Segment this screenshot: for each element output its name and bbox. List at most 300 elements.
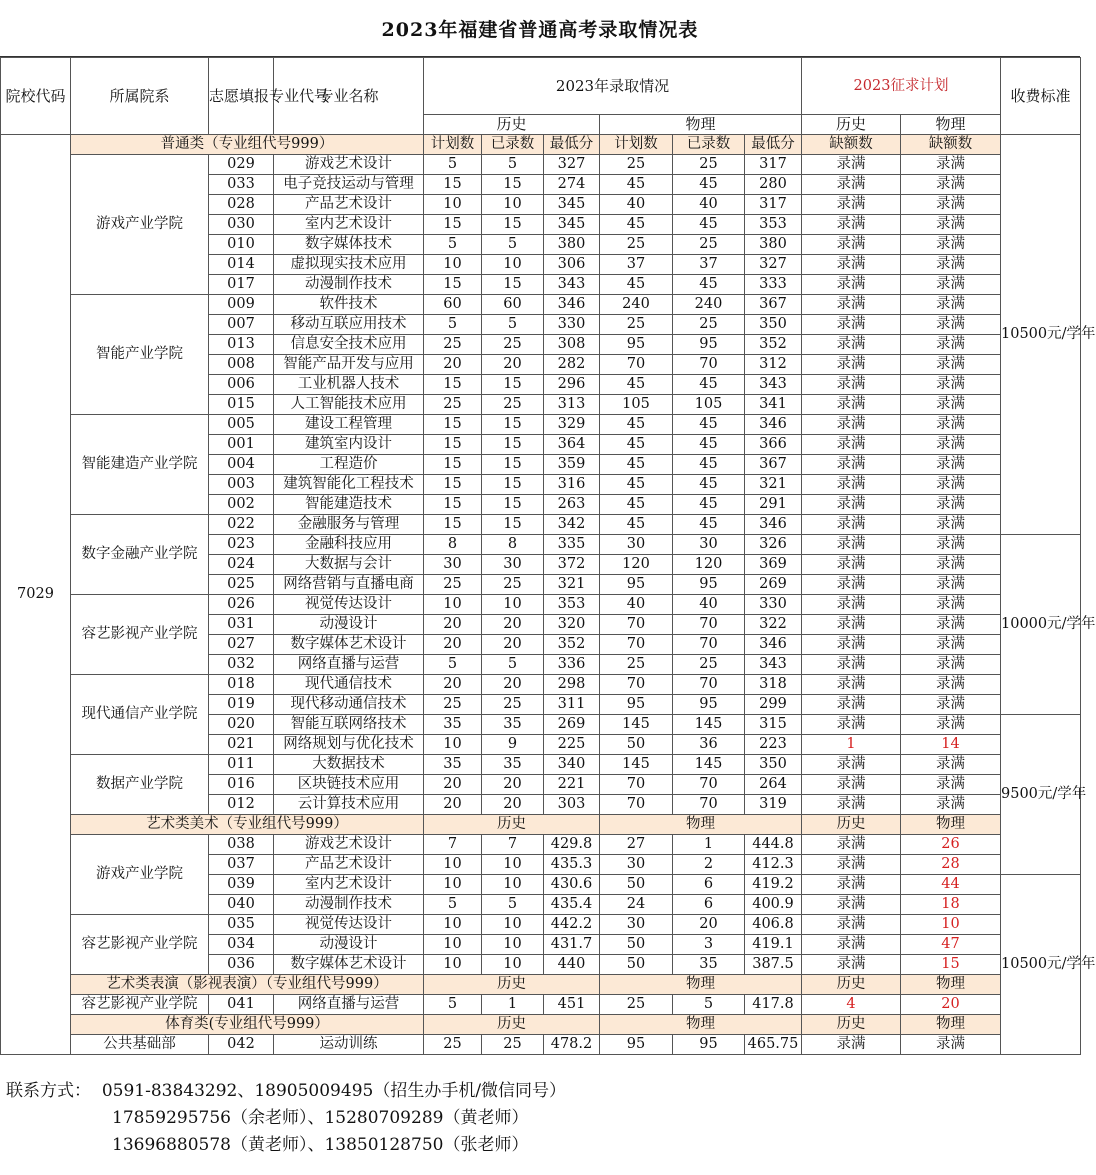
major-name: 智能互联网络技术 xyxy=(274,715,424,735)
major-name: 工业机器人技术 xyxy=(274,375,424,395)
history-plan: 15 xyxy=(424,215,482,235)
major-name: 室内艺术设计 xyxy=(274,875,424,895)
history-admitted: 5 xyxy=(482,315,544,335)
physics-plan: 70 xyxy=(600,795,673,815)
physics-plan: 25 xyxy=(600,995,673,1015)
major-name: 区块链技术应用 xyxy=(274,775,424,795)
solicit-physics: 录满 xyxy=(901,555,1001,575)
major-code: 007 xyxy=(209,315,274,335)
solicit-physics: 录满 xyxy=(901,395,1001,415)
physics-min: 444.8 xyxy=(745,835,802,855)
history-plan: 25 xyxy=(424,395,482,415)
physics-plan: 45 xyxy=(600,175,673,195)
major-name: 智能产品开发与应用 xyxy=(274,355,424,375)
physics-plan: 70 xyxy=(600,355,673,375)
physics-plan: 27 xyxy=(600,835,673,855)
department-cell: 容艺影视产业学院 xyxy=(71,995,209,1015)
physics-min: 280 xyxy=(745,175,802,195)
history-min: 316 xyxy=(544,475,600,495)
history-plan: 5 xyxy=(424,235,482,255)
major-name: 金融服务与管理 xyxy=(274,515,424,535)
history-plan: 8 xyxy=(424,535,482,555)
physics-plan: 50 xyxy=(600,955,673,975)
history-admitted: 15 xyxy=(482,475,544,495)
subheader-h3: 最低分 xyxy=(544,135,600,155)
physics-min: 223 xyxy=(745,735,802,755)
history-admitted: 1 xyxy=(482,995,544,1015)
solicit-history: 录满 xyxy=(802,375,901,395)
major-code: 022 xyxy=(209,515,274,535)
major-name: 动漫制作技术 xyxy=(274,275,424,295)
physics-plan: 95 xyxy=(600,575,673,595)
major-name: 视觉传达设计 xyxy=(274,595,424,615)
department-cell: 公共基础部 xyxy=(71,1035,209,1055)
solicit-history: 录满 xyxy=(802,555,901,575)
solicit-physics: 录满 xyxy=(901,715,1001,735)
physics-admitted: 36 xyxy=(673,735,745,755)
header-major-code: 志愿填报专业代号 xyxy=(209,58,274,135)
header-solicit: 2023征求计划 xyxy=(802,58,1001,115)
history-plan: 15 xyxy=(424,375,482,395)
major-code: 008 xyxy=(209,355,274,375)
solicit-physics: 26 xyxy=(901,835,1001,855)
subheader-s2: 缺额数 xyxy=(901,135,1001,155)
history-min: 336 xyxy=(544,655,600,675)
solicit-history: 录满 xyxy=(802,235,901,255)
history-admitted: 15 xyxy=(482,515,544,535)
history-min: 306 xyxy=(544,255,600,275)
major-name: 金融科技应用 xyxy=(274,535,424,555)
history-admitted: 25 xyxy=(482,575,544,595)
group-label: 普通类（专业组代号999） xyxy=(71,135,424,155)
physics-admitted: 37 xyxy=(673,255,745,275)
history-min: 359 xyxy=(544,455,600,475)
major-name: 软件技术 xyxy=(274,295,424,315)
subheader-history: 历史 xyxy=(424,975,600,995)
major-code: 023 xyxy=(209,535,274,555)
history-min: 352 xyxy=(544,635,600,655)
major-code: 016 xyxy=(209,775,274,795)
solicit-history: 录满 xyxy=(802,395,901,415)
group-header-row xyxy=(1,135,1081,155)
solicit-history: 录满 xyxy=(802,355,901,375)
history-min: 330 xyxy=(544,315,600,335)
table-row xyxy=(1,755,1081,775)
solicit-physics: 录满 xyxy=(901,335,1001,355)
physics-admitted: 120 xyxy=(673,555,745,575)
history-min: 282 xyxy=(544,355,600,375)
solicit-history: 录满 xyxy=(802,655,901,675)
major-name: 数字媒体技术 xyxy=(274,235,424,255)
department-cell: 智能产业学院 xyxy=(71,295,209,415)
table-row xyxy=(1,295,1081,315)
solicit-physics: 录满 xyxy=(901,495,1001,515)
history-min: 342 xyxy=(544,515,600,535)
history-plan: 35 xyxy=(424,755,482,775)
physics-min: 419.2 xyxy=(745,875,802,895)
physics-min: 333 xyxy=(745,275,802,295)
history-plan: 10 xyxy=(424,255,482,275)
solicit-history: 录满 xyxy=(802,415,901,435)
history-admitted: 15 xyxy=(482,215,544,235)
solicit-history: 录满 xyxy=(802,595,901,615)
solicit-physics: 47 xyxy=(901,935,1001,955)
physics-plan: 70 xyxy=(600,675,673,695)
history-min: 430.6 xyxy=(544,875,600,895)
solicit-physics: 录满 xyxy=(901,195,1001,215)
physics-min: 465.75 xyxy=(745,1035,802,1055)
solicit-history: 录满 xyxy=(802,315,901,335)
physics-min: 419.1 xyxy=(745,935,802,955)
physics-admitted: 145 xyxy=(673,755,745,775)
physics-plan: 105 xyxy=(600,395,673,415)
physics-min: 317 xyxy=(745,155,802,175)
history-admitted: 5 xyxy=(482,235,544,255)
history-plan: 10 xyxy=(424,195,482,215)
major-name: 数字媒体艺术设计 xyxy=(274,635,424,655)
solicit-physics: 录满 xyxy=(901,295,1001,315)
history-min: 429.8 xyxy=(544,835,600,855)
physics-admitted: 25 xyxy=(673,655,745,675)
major-name: 游戏艺术设计 xyxy=(274,835,424,855)
major-code: 012 xyxy=(209,795,274,815)
header-solicit-history: 历史 xyxy=(802,115,901,135)
history-plan: 15 xyxy=(424,455,482,475)
major-code: 009 xyxy=(209,295,274,315)
solicit-history: 录满 xyxy=(802,455,901,475)
subheader-history: 历史 xyxy=(424,815,600,835)
physics-plan: 95 xyxy=(600,335,673,355)
physics-min: 343 xyxy=(745,655,802,675)
physics-min: 406.8 xyxy=(745,915,802,935)
table-row xyxy=(1,595,1081,615)
physics-plan: 45 xyxy=(600,375,673,395)
history-plan: 15 xyxy=(424,275,482,295)
history-plan: 20 xyxy=(424,675,482,695)
physics-min: 346 xyxy=(745,415,802,435)
major-code: 011 xyxy=(209,755,274,775)
physics-admitted: 95 xyxy=(673,695,745,715)
physics-admitted: 25 xyxy=(673,315,745,335)
page-title: 2023年福建省普通高考录取情况表 xyxy=(0,0,1080,57)
department-cell: 智能建造产业学院 xyxy=(71,415,209,515)
history-plan: 20 xyxy=(424,795,482,815)
physics-plan: 25 xyxy=(600,315,673,335)
physics-admitted: 25 xyxy=(673,235,745,255)
contact-info xyxy=(6,1078,566,1159)
major-code: 041 xyxy=(209,995,274,1015)
solicit-history: 录满 xyxy=(802,1035,901,1055)
major-name: 视觉传达设计 xyxy=(274,915,424,935)
subheader-h2: 已录数 xyxy=(482,135,544,155)
history-min: 311 xyxy=(544,695,600,715)
physics-plan: 145 xyxy=(600,755,673,775)
physics-admitted: 105 xyxy=(673,395,745,415)
major-code: 029 xyxy=(209,155,274,175)
subheader-solicit-history: 历史 xyxy=(802,1015,901,1035)
physics-admitted: 45 xyxy=(673,175,745,195)
physics-admitted: 145 xyxy=(673,715,745,735)
department-cell: 容艺影视产业学院 xyxy=(71,915,209,975)
history-min: 340 xyxy=(544,755,600,775)
major-code: 013 xyxy=(209,335,274,355)
physics-plan: 145 xyxy=(600,715,673,735)
physics-admitted: 3 xyxy=(673,935,745,955)
admission-table xyxy=(0,57,1096,1055)
history-min: 343 xyxy=(544,275,600,295)
history-admitted: 15 xyxy=(482,455,544,475)
solicit-history: 录满 xyxy=(802,935,901,955)
physics-admitted: 35 xyxy=(673,955,745,975)
physics-plan: 25 xyxy=(600,235,673,255)
solicit-physics: 录满 xyxy=(901,515,1001,535)
history-min: 372 xyxy=(544,555,600,575)
physics-plan: 45 xyxy=(600,515,673,535)
physics-min: 317 xyxy=(745,195,802,215)
header-school-code: 院校代码 xyxy=(1,58,71,135)
major-name: 网络规划与优化技术 xyxy=(274,735,424,755)
history-plan: 7 xyxy=(424,835,482,855)
major-code: 006 xyxy=(209,375,274,395)
solicit-physics: 录满 xyxy=(901,795,1001,815)
history-min: 364 xyxy=(544,435,600,455)
history-min: 320 xyxy=(544,615,600,635)
physics-min: 291 xyxy=(745,495,802,515)
header-major-name: 专业名称 xyxy=(274,58,424,135)
history-admitted: 5 xyxy=(482,155,544,175)
solicit-physics: 录满 xyxy=(901,695,1001,715)
solicit-physics: 录满 xyxy=(901,155,1001,175)
physics-min: 312 xyxy=(745,355,802,375)
history-admitted: 10 xyxy=(482,935,544,955)
physics-min: 350 xyxy=(745,315,802,335)
history-plan: 60 xyxy=(424,295,482,315)
history-admitted: 15 xyxy=(482,435,544,455)
group-label: 艺术类表演（影视表演）（专业组代号999） xyxy=(71,975,424,995)
solicit-history: 录满 xyxy=(802,195,901,215)
physics-admitted: 40 xyxy=(673,195,745,215)
history-plan: 5 xyxy=(424,895,482,915)
table-row xyxy=(1,515,1081,535)
history-admitted: 10 xyxy=(482,875,544,895)
physics-min: 327 xyxy=(745,255,802,275)
school-code-cell: 7029 xyxy=(1,135,71,1055)
solicit-physics: 录满 xyxy=(901,595,1001,615)
history-admitted: 15 xyxy=(482,275,544,295)
major-name: 云计算技术应用 xyxy=(274,795,424,815)
major-code: 019 xyxy=(209,695,274,715)
physics-min: 412.3 xyxy=(745,855,802,875)
physics-plan: 45 xyxy=(600,495,673,515)
group-header-row xyxy=(1,975,1081,995)
major-name: 建筑室内设计 xyxy=(274,435,424,455)
physics-min: 367 xyxy=(745,455,802,475)
history-admitted: 25 xyxy=(482,1035,544,1055)
solicit-history: 录满 xyxy=(802,615,901,635)
header-solicit-physics: 物理 xyxy=(901,115,1001,135)
physics-min: 346 xyxy=(745,515,802,535)
major-code: 034 xyxy=(209,935,274,955)
major-code: 025 xyxy=(209,575,274,595)
solicit-physics: 18 xyxy=(901,895,1001,915)
history-admitted: 10 xyxy=(482,195,544,215)
solicit-physics: 录满 xyxy=(901,1035,1001,1055)
physics-admitted: 95 xyxy=(673,335,745,355)
fee-cell: 10500元/学年 xyxy=(1001,135,1081,535)
physics-min: 319 xyxy=(745,795,802,815)
solicit-history: 录满 xyxy=(802,275,901,295)
solicit-physics: 录满 xyxy=(901,655,1001,675)
solicit-history: 录满 xyxy=(802,535,901,555)
group-label: 艺术类美术（专业组代号999） xyxy=(71,815,424,835)
history-admitted: 8 xyxy=(482,535,544,555)
history-admitted: 10 xyxy=(482,915,544,935)
physics-plan: 45 xyxy=(600,455,673,475)
department-cell: 容艺影视产业学院 xyxy=(71,595,209,675)
major-name: 网络直播与运营 xyxy=(274,655,424,675)
table-row xyxy=(1,415,1081,435)
history-min: 442.2 xyxy=(544,915,600,935)
solicit-history: 录满 xyxy=(802,335,901,355)
physics-plan: 30 xyxy=(600,915,673,935)
history-plan: 10 xyxy=(424,875,482,895)
major-code: 035 xyxy=(209,915,274,935)
history-min: 313 xyxy=(544,395,600,415)
solicit-history: 录满 xyxy=(802,515,901,535)
major-code: 026 xyxy=(209,595,274,615)
history-min: 346 xyxy=(544,295,600,315)
history-plan: 20 xyxy=(424,775,482,795)
fee-cell: 10000元/学年 xyxy=(1001,535,1081,715)
contact-line-3: 13696880578（黄老师）、13850128750（张老师） xyxy=(112,1135,529,1155)
history-plan: 10 xyxy=(424,855,482,875)
physics-min: 380 xyxy=(745,235,802,255)
physics-plan: 50 xyxy=(600,935,673,955)
major-code: 010 xyxy=(209,235,274,255)
table-row xyxy=(1,995,1081,1015)
history-min: 303 xyxy=(544,795,600,815)
group-label: 体育类(专业组代号999） xyxy=(71,1015,424,1035)
major-name: 现代移动通信技术 xyxy=(274,695,424,715)
major-name: 数字媒体艺术设计 xyxy=(274,955,424,975)
history-plan: 25 xyxy=(424,695,482,715)
history-min: 327 xyxy=(544,155,600,175)
history-plan: 15 xyxy=(424,435,482,455)
contact-line-1: 0591-83843292、18905009495（招生办手机/微信同号） xyxy=(101,1081,567,1101)
physics-admitted: 70 xyxy=(673,355,745,375)
history-min: 435.3 xyxy=(544,855,600,875)
physics-plan: 50 xyxy=(600,875,673,895)
physics-admitted: 45 xyxy=(673,415,745,435)
physics-admitted: 45 xyxy=(673,495,745,515)
subheader-solicit-physics: 物理 xyxy=(901,1015,1001,1035)
solicit-history: 录满 xyxy=(802,955,901,975)
history-admitted: 35 xyxy=(482,715,544,735)
solicit-physics: 28 xyxy=(901,855,1001,875)
history-min: 431.7 xyxy=(544,935,600,955)
history-plan: 10 xyxy=(424,915,482,935)
physics-plan: 30 xyxy=(600,535,673,555)
department-cell: 数字金融产业学院 xyxy=(71,515,209,595)
major-name: 大数据技术 xyxy=(274,755,424,775)
major-name: 网络营销与直播电商 xyxy=(274,575,424,595)
physics-min: 366 xyxy=(745,435,802,455)
history-min: 345 xyxy=(544,195,600,215)
major-name: 产品艺术设计 xyxy=(274,195,424,215)
history-min: 298 xyxy=(544,675,600,695)
history-plan: 15 xyxy=(424,495,482,515)
history-admitted: 30 xyxy=(482,555,544,575)
physics-plan: 45 xyxy=(600,435,673,455)
header-physics: 物理 xyxy=(600,115,802,135)
physics-admitted: 70 xyxy=(673,615,745,635)
history-min: 435.4 xyxy=(544,895,600,915)
history-admitted: 15 xyxy=(482,495,544,515)
department-cell: 游戏产业学院 xyxy=(71,155,209,295)
solicit-history: 录满 xyxy=(802,915,901,935)
solicit-physics: 20 xyxy=(901,995,1001,1015)
solicit-history: 录满 xyxy=(802,675,901,695)
solicit-physics: 录满 xyxy=(901,355,1001,375)
solicit-physics: 录满 xyxy=(901,575,1001,595)
physics-plan: 240 xyxy=(600,295,673,315)
history-plan: 10 xyxy=(424,735,482,755)
group-header-row xyxy=(1,1015,1081,1035)
solicit-physics: 录满 xyxy=(901,175,1001,195)
physics-min: 353 xyxy=(745,215,802,235)
subheader-solicit-physics: 物理 xyxy=(901,975,1001,995)
history-admitted: 9 xyxy=(482,735,544,755)
history-plan: 5 xyxy=(424,315,482,335)
history-min: 263 xyxy=(544,495,600,515)
physics-admitted: 6 xyxy=(673,875,745,895)
contact-label: 联系方式： xyxy=(6,1081,91,1101)
physics-admitted: 2 xyxy=(673,855,745,875)
fee-cell: 9500元/学年 xyxy=(1001,715,1081,875)
subheader-physics: 物理 xyxy=(600,1015,802,1035)
physics-plan: 70 xyxy=(600,635,673,655)
subheader-solicit-physics: 物理 xyxy=(901,815,1001,835)
history-admitted: 15 xyxy=(482,375,544,395)
physics-admitted: 40 xyxy=(673,595,745,615)
solicit-physics: 录满 xyxy=(901,475,1001,495)
solicit-physics: 录满 xyxy=(901,535,1001,555)
solicit-history: 录满 xyxy=(802,155,901,175)
history-min: 440 xyxy=(544,955,600,975)
physics-admitted: 70 xyxy=(673,635,745,655)
major-code: 003 xyxy=(209,475,274,495)
history-min: 329 xyxy=(544,415,600,435)
major-code: 017 xyxy=(209,275,274,295)
physics-plan: 40 xyxy=(600,595,673,615)
history-admitted: 25 xyxy=(482,695,544,715)
physics-admitted: 45 xyxy=(673,375,745,395)
major-name: 智能建造技术 xyxy=(274,495,424,515)
physics-min: 315 xyxy=(745,715,802,735)
physics-min: 343 xyxy=(745,375,802,395)
history-plan: 15 xyxy=(424,515,482,535)
major-code: 027 xyxy=(209,635,274,655)
header-history: 历史 xyxy=(424,115,600,135)
solicit-history: 4 xyxy=(802,995,901,1015)
history-plan: 10 xyxy=(424,595,482,615)
solicit-physics: 录满 xyxy=(901,755,1001,775)
major-name: 建设工程管理 xyxy=(274,415,424,435)
major-name: 动漫设计 xyxy=(274,615,424,635)
major-code: 032 xyxy=(209,655,274,675)
physics-admitted: 6 xyxy=(673,895,745,915)
solicit-physics: 10 xyxy=(901,915,1001,935)
